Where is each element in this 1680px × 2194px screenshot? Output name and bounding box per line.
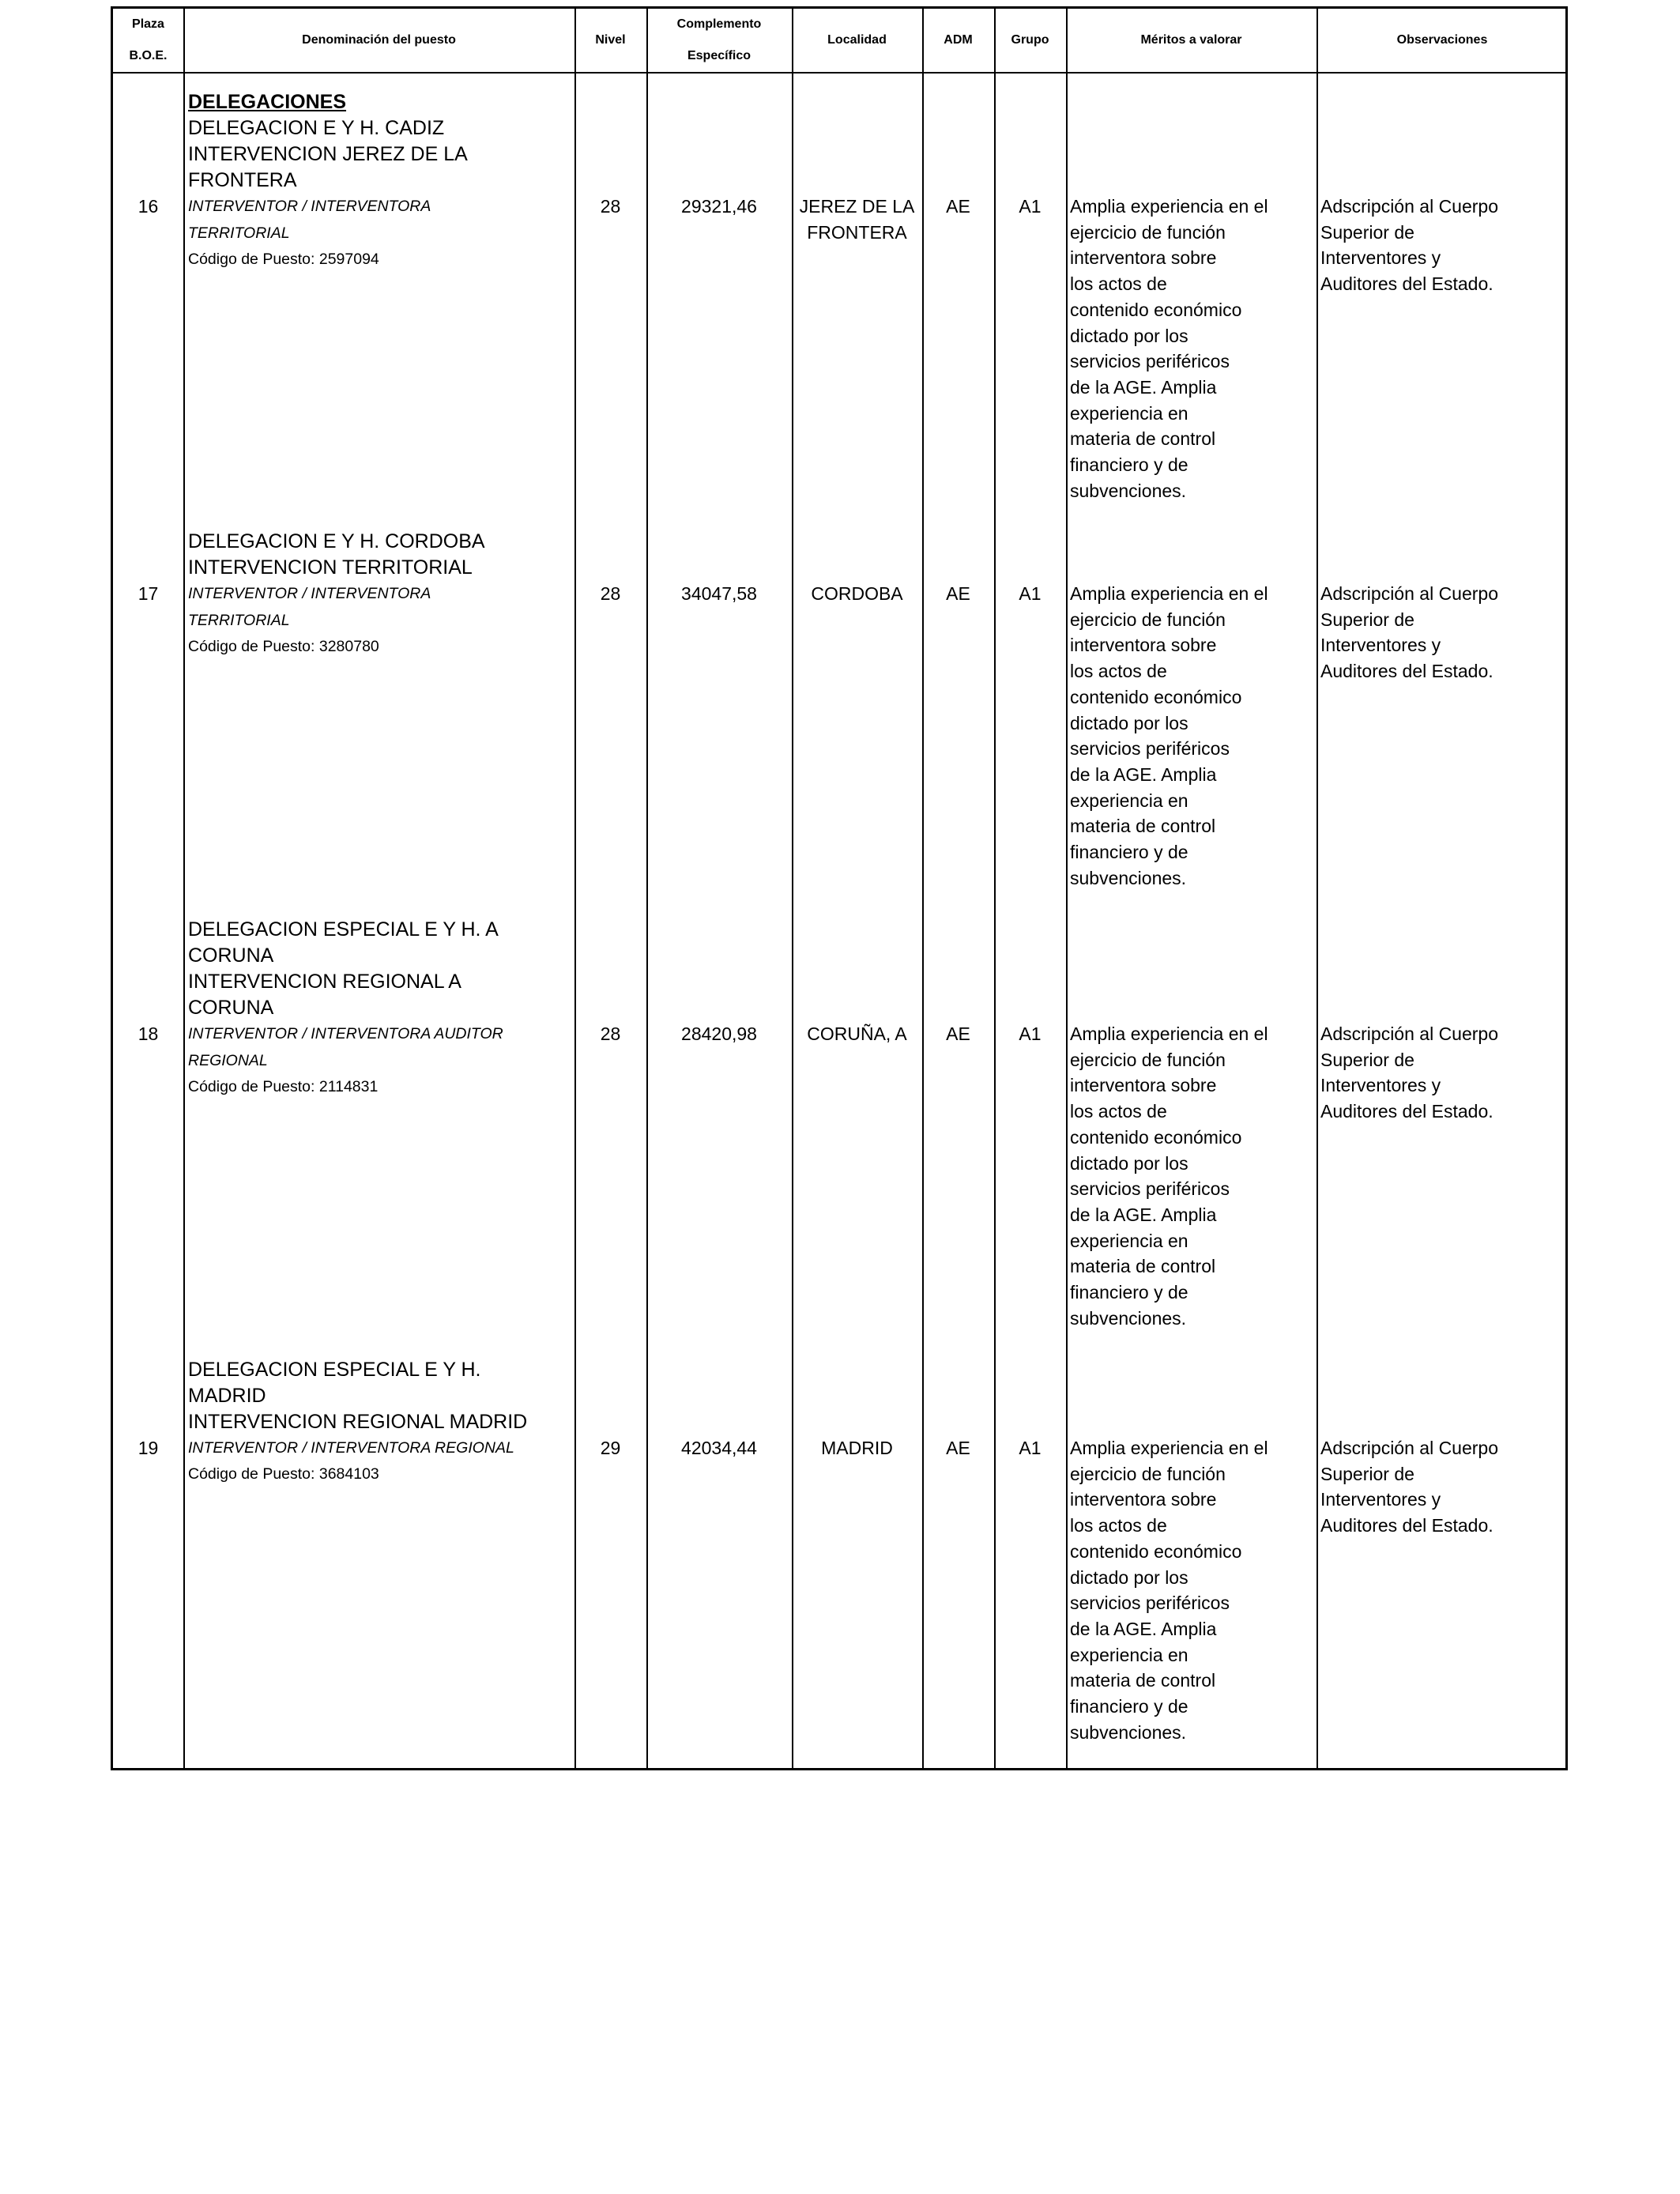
header-complemento-label: Complemento: [676, 17, 762, 31]
column-divider: [574, 9, 576, 1768]
unit-name: DELEGACION E Y H. CORDOBA INTERVENCION TERRITORIAL: [188, 530, 485, 579]
header-denominacion-label: Denominación del puesto: [302, 33, 456, 47]
header-adm: [922, 9, 994, 72]
position-code: Código de Puesto: 2597094: [188, 251, 379, 268]
localidad-value: JEREZ DE LA FRONTERA: [799, 196, 915, 243]
header-plaza-label: Plaza: [132, 17, 164, 31]
vacancy-table: [111, 6, 1568, 1770]
observaciones-text: Adscripción al Cuerpo Superior de Interventores y Auditores del Estado.: [1320, 583, 1499, 682]
header-adm-label: ADM: [944, 33, 973, 47]
unit-name: DELEGACION ESPECIAL E Y H. MADRID INTERVENCION REGIONAL MADRID: [188, 1359, 528, 1433]
header-localidad: [792, 9, 922, 72]
grupo-value: A1: [1019, 1023, 1042, 1044]
meritos-text: Amplia experiencia en el ejercicio de función interventora sobre los actos de contenido económico dictado por los servicios periféricos de la AGE. Amplia experiencia en materia de control financiero y de subvenciones.: [1070, 196, 1268, 501]
header-boe-label: B.O.E.: [129, 49, 168, 62]
grupo-value: A1: [1019, 583, 1042, 604]
meritos-text: Amplia experiencia en el ejercicio de función interventora sobre los actos de contenido económico dictado por los servicios periféricos de la AGE. Amplia experiencia en materia de control financiero y de subvenciones.: [1070, 1023, 1268, 1329]
localidad-value: CORUÑA, A: [807, 1023, 907, 1044]
observaciones-text: Adscripción al Cuerpo Superior de Interventores y Auditores del Estado.: [1320, 1023, 1499, 1122]
header-meritos: [1066, 9, 1317, 72]
adm-value: AE: [946, 583, 970, 604]
localidad-value: MADRID: [821, 1438, 893, 1458]
position-code: Código de Puesto: 3684103: [188, 1465, 379, 1483]
header-grupo: [994, 9, 1066, 72]
column-divider: [994, 9, 996, 1768]
plaza-number: 16: [137, 196, 159, 217]
header-plaza-boe: [113, 9, 183, 72]
header-nivel: [574, 9, 646, 72]
column-divider: [792, 9, 793, 1768]
observaciones-text: Adscripción al Cuerpo Superior de Interventores y Auditores del Estado.: [1320, 196, 1499, 295]
nivel-value: 29: [600, 1438, 621, 1458]
header-divider: [113, 72, 1565, 74]
position-title: INTERVENTOR / INTERVENTORA AUDITOR REGIONAL: [188, 1025, 503, 1069]
meritos-text: Amplia experiencia en el ejercicio de función interventora sobre los actos de contenido económico dictado por los servicios periféricos de la AGE. Amplia experiencia en materia de control financiero y de subvenciones.: [1070, 1438, 1268, 1743]
position-title: INTERVENTOR / INTERVENTORA TERRITORIAL: [188, 198, 431, 242]
position-code: Código de Puesto: 3280780: [188, 638, 379, 655]
header-localidad-label: Localidad: [827, 33, 887, 47]
header-nivel-label: Nivel: [595, 33, 626, 47]
column-divider: [183, 9, 185, 1768]
observaciones-text: Adscripción al Cuerpo Superior de Interventores y Auditores del Estado.: [1320, 1438, 1499, 1536]
complemento-value: 42034,44: [681, 1438, 757, 1458]
column-divider: [646, 9, 648, 1768]
unit-name: DELEGACION ESPECIAL E Y H. A CORUNA INTERVENCION REGIONAL A CORUNA: [188, 918, 499, 1019]
column-divider: [1317, 9, 1318, 1768]
header-observaciones-label: Observaciones: [1396, 33, 1488, 47]
position-code: Código de Puesto: 2114831: [188, 1078, 379, 1095]
complemento-value: 29321,46: [681, 196, 757, 217]
header-denominacion: [183, 9, 574, 72]
header-complemento: [646, 9, 792, 72]
header-observaciones: [1317, 9, 1568, 72]
adm-value: AE: [946, 196, 970, 217]
unit-name: DELEGACION E Y H. CADIZ INTERVENCION JEREZ DE LA FRONTERA: [188, 117, 468, 191]
adm-value: AE: [946, 1023, 970, 1044]
nivel-value: 28: [600, 1023, 621, 1044]
column-divider: [1066, 9, 1068, 1768]
plaza-number: 18: [137, 1023, 159, 1044]
adm-value: AE: [946, 1438, 970, 1458]
nivel-value: 28: [600, 196, 621, 217]
header-meritos-label: Méritos a valorar: [1140, 33, 1242, 47]
header-grupo-label: Grupo: [1011, 33, 1049, 47]
complemento-value: 34047,58: [681, 583, 757, 604]
complemento-value: 28420,98: [681, 1023, 757, 1044]
localidad-value: CORDOBA: [811, 583, 903, 604]
section-title: DELEGACIONES: [188, 91, 347, 113]
grupo-value: A1: [1019, 1438, 1042, 1458]
plaza-number: 19: [137, 1438, 159, 1458]
meritos-text: Amplia experiencia en el ejercicio de función interventora sobre los actos de contenido económico dictado por los servicios periféricos de la AGE. Amplia experiencia en materia de control financiero y de subvenciones.: [1070, 583, 1268, 888]
nivel-value: 28: [600, 583, 621, 604]
plaza-number: 17: [137, 583, 159, 604]
column-divider: [922, 9, 924, 1768]
position-title: INTERVENTOR / INTERVENTORA TERRITORIAL: [188, 585, 431, 629]
header-especifico-label: Específico: [687, 49, 751, 62]
grupo-value: A1: [1019, 196, 1042, 217]
position-title: INTERVENTOR / INTERVENTORA REGIONAL: [188, 1439, 514, 1457]
